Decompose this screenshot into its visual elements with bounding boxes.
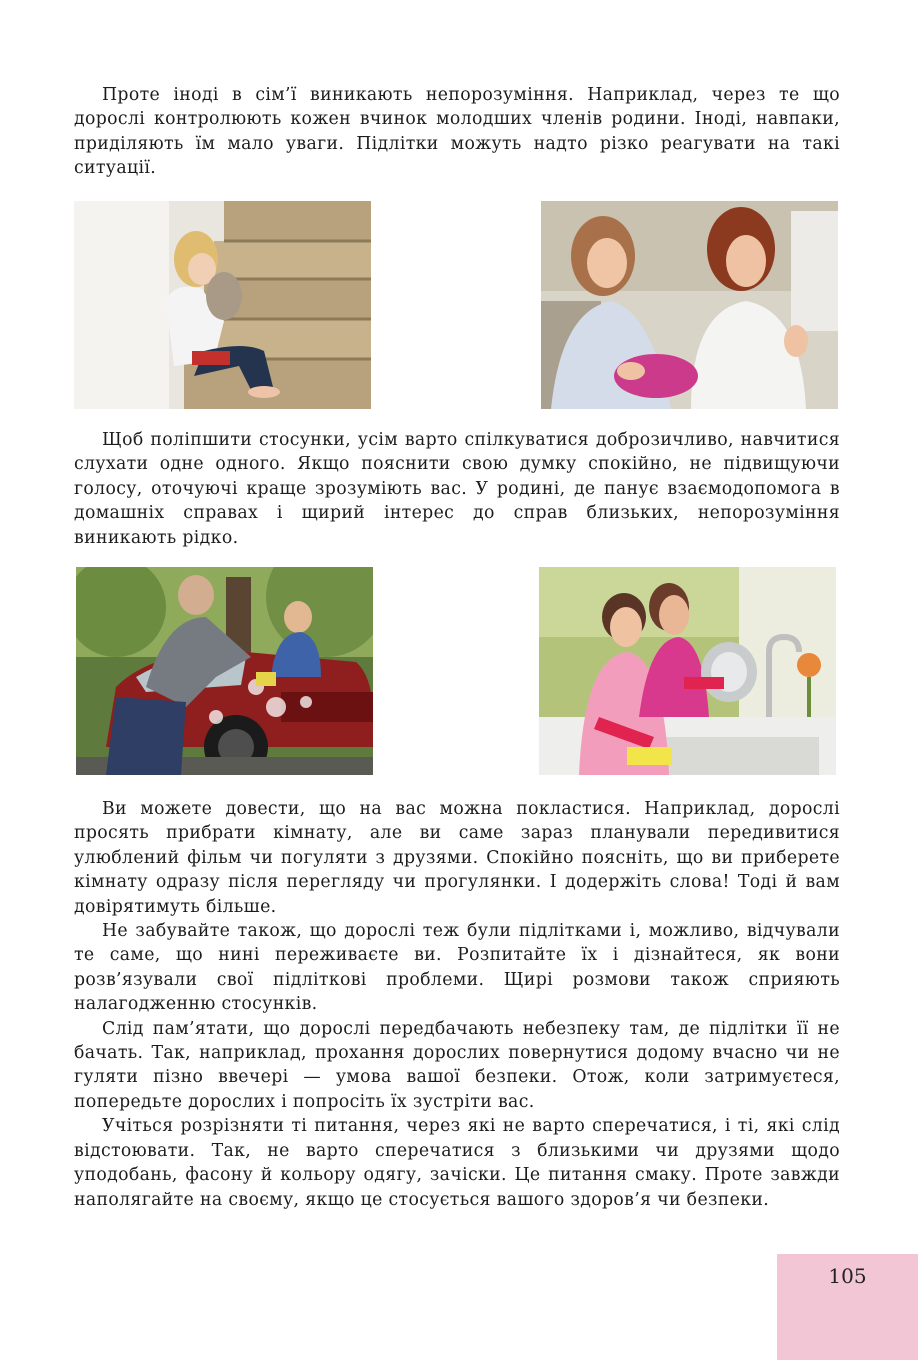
paragraph-adults-were-teens: Не забувайте також, що дорослі теж були підлітками і, можливо, відчували те саме, що нині переживаєте ви. Розпитайте їх і дізнайтеся, як вони розв’язували свої підліткові проблеми. Щирі розмови також сприяють налагодженню стосунків. [74,921,840,1015]
photo-father-son-washing-car [76,567,373,775]
page-number-tab [777,1254,918,1360]
paragraph-intro [74,83,840,181]
paragraph-text: Проте іноді в сім’ї виникають непорозуміння. Наприклад, через те що дорослі контролюють кожен вчинок молодших членів родини. Іноді, навпаки, приділяють їм мало уваги. Підлітки можуть надто різко реагувати на такі ситуації. [74,85,840,179]
photo-mother-daughter-washing-dishes [539,567,836,775]
paragraph-improve-relations [74,428,840,550]
paragraph-text: Щоб поліпшити стосунки, усім варто спілкуватися доброзичливо, навчитися слухати одне одного. Якщо пояснити свою думку спокійно, не підвищуючи голосу, оточуючі краще зрозуміють вас. У родині, де панує взаємодопомога в домашніх справах і щирий інтерес до справ близьких, непорозуміння виникають рідко. [74,430,840,548]
photo-sad-girl-on-stairs [74,201,371,409]
page-number: 105 [828,1264,867,1288]
paragraph-reliability: Ви можете довести, що на вас можна покластися. Наприклад, дорослі просять прибрати кімнату, але ви саме зараз планували передивитися улюблений фільм чи погуляти з друзями. Спокійно поясніть, що ви приберете кімнату одразу після перегляду чи прогулянки. І додержіть слова! Тоді й вам довірятимуть більше. [74,799,840,917]
photo-mother-arguing-with-daughter [541,201,838,409]
paragraph-choose-arguments: Учіться розрізняти ті питання, через які не варто сперечатися, і ті, які слід відстоювати. Так, не варто сперечатися з близькими чи друзями щодо уподобань, фасону й кольору одягу, зачіски. Це питання смаку. Проте завжди наполягайте на своєму, якщо це стосується вашого здоров’я чи безпеки. [74,1116,840,1210]
paragraph-safety: Слід пам’ятати, що дорослі передбачають небезпеку там, де підлітки її не бачать. Так, наприклад, прохання дорослих повернутися додому вчасно чи не гуляти пізно ввечері — умова вашої безпеки. Отож, коли затримуєтеся, попередьте дорослих і попросіть їх зустріти вас. [74,1018,840,1112]
paragraph-block-advice [74,797,840,1212]
